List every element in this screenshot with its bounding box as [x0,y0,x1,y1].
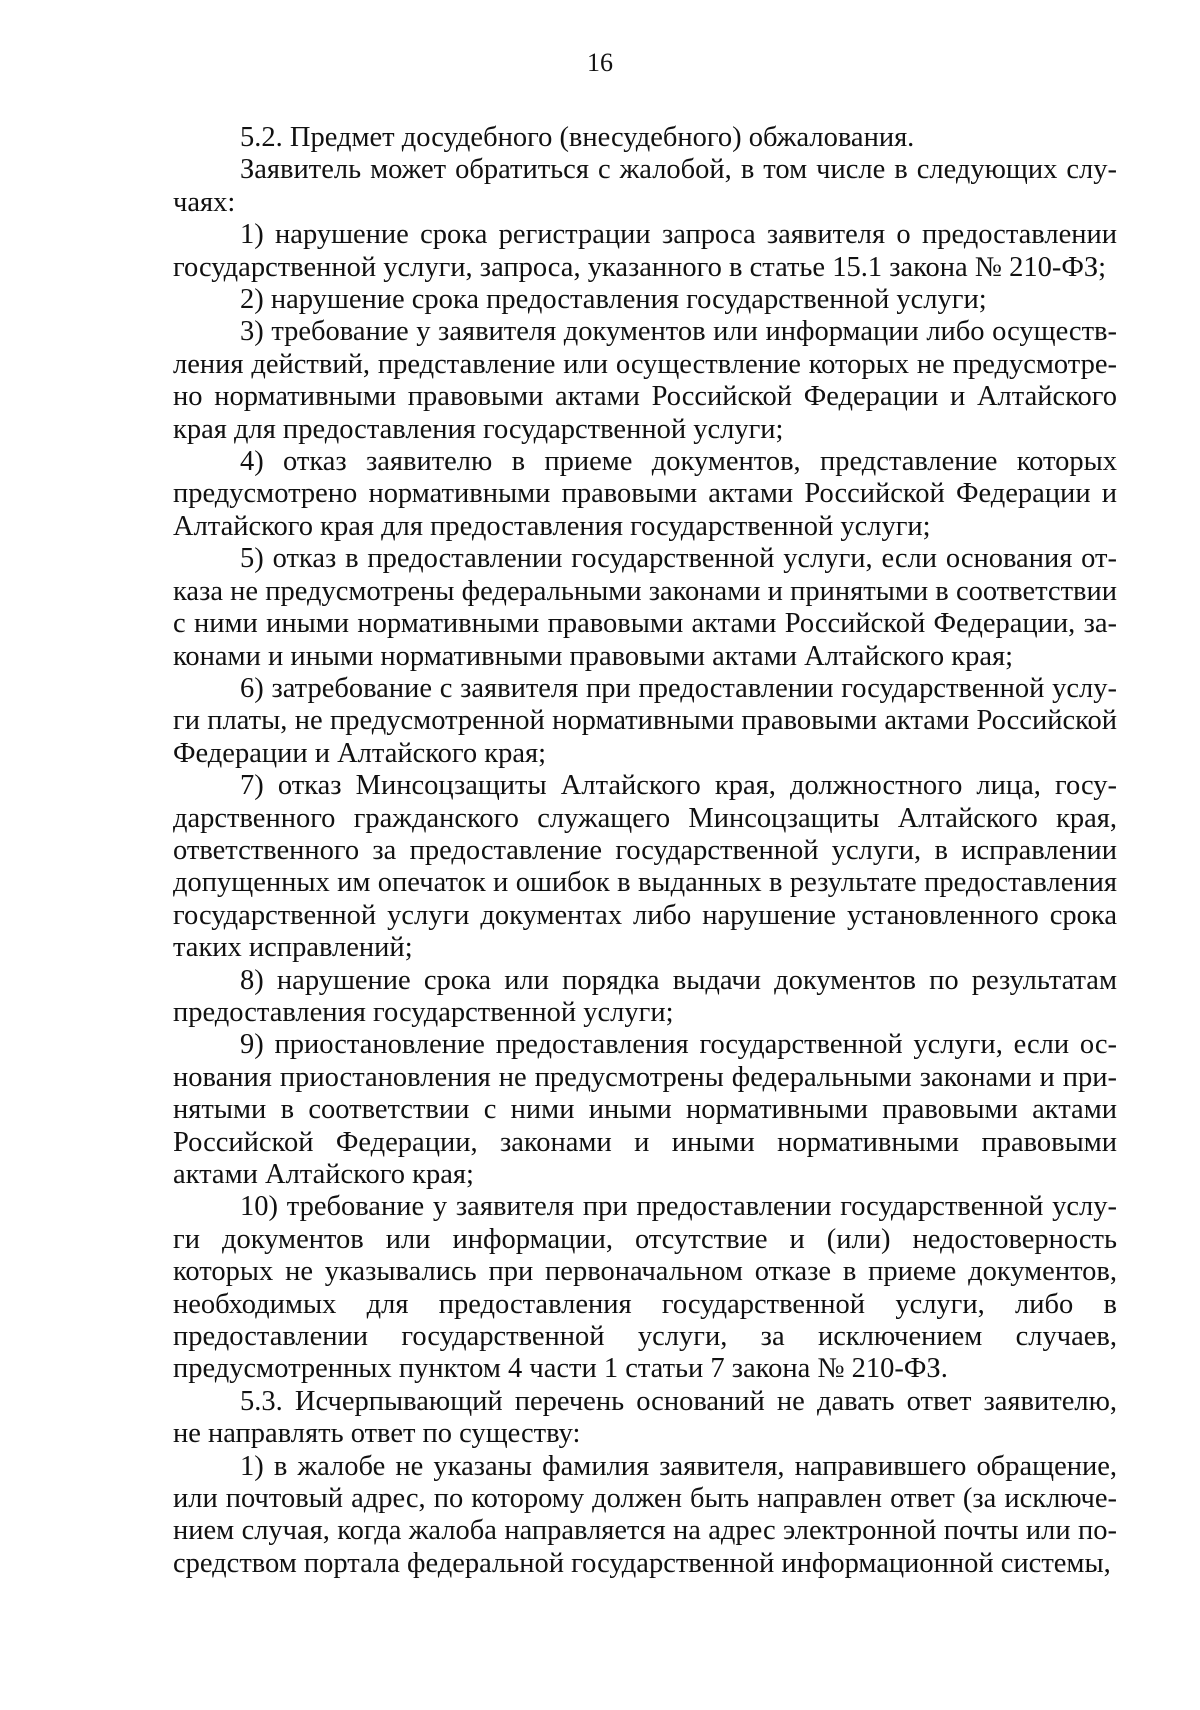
paragraph-section-5-3-heading: 5.3. Исчерпывающий перечень оснований не давать ответ заявителю, не направлять ответ по существу: [173,1385,1117,1450]
paragraph-complaint-intro: Заявитель может обратиться с жалобой, в том числе в следующих случаях: [173,154,1117,218]
list-item-6: 6) затребование с заявителя при предоставлении государственной услуги платы, не предусмотренной нормативными правовыми актами Российской Федерации и Алтайского края; [173,672,1117,769]
list-item-1: 1) нарушение срока регистрации запроса заявителя о предоставлении государственной услуги, запроса, указанного в статье 15.1 закона № 210-ФЗ; [173,219,1117,283]
list-item-2: 2) нарушение срока предоставления государственной услуги; [240,284,987,316]
list-item-9: 9) приостановление предоставления государственной услуги, если основания приостановления не предусмотрены федеральными законами и принятыми в соответствии с ними иными нормативными правовыми актами Российской Федерации, законами и иными нормативными правовыми актами Алтайского края; [173,1029,1117,1190]
section-5-3-list-item-1: 1) в жалобе не указаны фамилия заявителя, направившего обращение, или почтовый адрес, по которому должен быть направлен ответ (за исключением случая, когда жалоба направляется на адрес электронной почты или посредством портала федеральной государственной информационной системы, [173,1450,1117,1579]
list-item-7: 7) отказ Минсоцзащиты Алтайского края, должностного лица, государственного гражданского служащего Минсоцзащиты Алтайского края, ответственного за предоставление государственной услуги, в исправлении допущенных им опечаток и ошибок в выданных в результате предоставления государственной услуги документах либо нарушение установленного срока таких исправлений; [173,770,1117,964]
list-item-3: 3) требование у заявителя документов или информации либо осуществления действий, представление или осуществление которых не предусмотрено нормативными правовыми актами Российской Федерации и Алтайского края для предоставления государственной услуги; [173,316,1117,445]
list-item-10: 10) требование у заявителя при предоставлении государственной услуги документов или информации, отсутствие и (или) недостоверность которых не указывались при первоначальном отказе в приеме документов, необходимых для предоставления государственной услуги, либо в предоставлении государственной услуги, за исключением случаев, предусмотренных пунктом 4 части 1 статьи 7 закона № 210-ФЗ. [173,1191,1117,1385]
document-body [173,122,1117,1580]
list-item-4: 4) отказ заявителю в приеме документов, представление которых предусмотрено нормативными правовыми актами Российской Федерации и Алтайского края для предоставления государственной услуги; [173,446,1117,542]
list-item-8: 8) нарушение срока или порядка выдачи документов по результатам предоставления государственной услуги; [173,964,1117,1028]
list-item-5: 5) отказ в предоставлении государственной услуги, если основания отказа не предусмотрены федеральными законами и принятыми в соответствии с ними иными нормативными правовыми актами Российской Федерации, законами и иными нормативными правовыми актами Алтайского края; [173,543,1117,672]
paragraph-section-5-2-heading: 5.2. Предмет досудебного (внесудебного) обжалования. [240,122,915,153]
page-number: 16 [587,48,613,77]
